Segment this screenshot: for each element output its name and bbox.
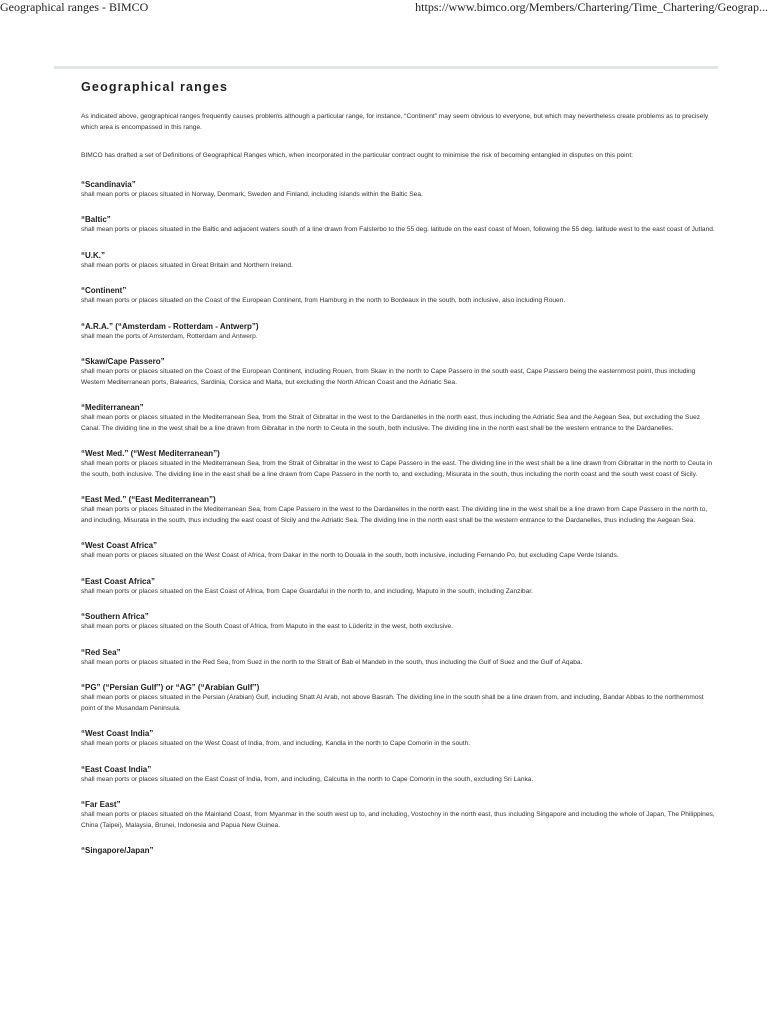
definition-body: shall mean ports or places situated in Norway, Denmark, Sweden and Finland, including islands within the Baltic Sea. [81,190,423,198]
definition-persian-gulf [81,683,717,714]
definition-skaw-cape-passero [81,357,717,388]
definition-body: shall mean ports or places situated on the West Coast of India, from, and including, Kandla in the north to Cape Comorin in the south. [81,740,471,747]
definition-body: shall mean ports or places situated in the Mediterranean Sea, from the Strait of Gibraltar in the west to Cape Passero in the east. The dividing line in the west shall be a line drawn from Gibraltar in the north to Ceuta in the south, both inclusive. The dividing line in the east shall be a line drawn from Cape Passero in the north to, and excluding, Misurata in the south, thus including the north coast and the south west coast of Sicily. [81,460,713,478]
definition-scandinavia [81,180,717,201]
definition-title: “Baltic” [81,215,111,224]
definition-body: shall mean ports or places Situated in the Mediterranean Sea, from Cape Passero in the west to the Dardanelles in the north east. The dividing line in the west shall be a line drawn from Cape Passero in the north to, and including, Misurata in the south, thus including the east coast of Sicily and the Adriatic Sea. The dividing line in the north east shall be the western entrance to the Dardanelles, thus including the Aegean Sea. [81,506,708,524]
definition-body: shall mean ports or places situated in the Baltic and adjacent waters south of a line drawn from Falsterbo to the 55 deg. latitude on the east coast of Moen, following the 55 deg. latitude west to the east coast of Jutland. [81,226,715,233]
definition-east-coast-india [81,765,717,786]
page-title: Geographical ranges [81,80,229,94]
definition-body: shall mean ports or places situated in the Red Sea, from Suez in the north to the Strait of Bab el Mandeb in the south, thus including the Gulf of Suez and the Gulf of Aqaba. [81,658,583,666]
definition-body: shall mean ports or places situated on the West Coast of Africa, from Dakar in the north to Douala in the south, both inclusive, including Fernando Po, but excluding Cape Verde Islands. [81,552,619,559]
definition-title: “Scandinavia” [81,179,136,189]
definition-west-coast-africa [81,541,717,562]
header-divider [54,66,718,69]
definition-title: “West Coast Africa” [81,541,158,550]
definition-body: shall mean ports or places situated in Great Britain and Northern Ireland. [81,261,293,269]
definition-far-east [81,800,717,831]
definition-uk [81,251,717,272]
definition-body: shall mean ports or places situated on the Coast of the European Continent, from Hamburg in the north to Bordeaux in the south, both inclusive, also including Rouen. [81,297,566,304]
definition-southern-africa [81,612,717,633]
definition-title: “Continent” [81,286,127,295]
definition-title: “Red Sea” [81,647,121,657]
article [81,80,717,871]
definition-body: shall mean ports or places situated in the Persian (Arabian) Gulf, including Shatt Al Arab, not above Basrah. The dividing line in the south shall be a line drawn from, and including, Bandar Abbas to the northernmost point of the Musandam Peninsula. [81,694,704,712]
definition-title: “Far East” [81,800,121,809]
definition-title: “A.R.A.” (“Amsterdam - Rotterdam - Antwerp”) [81,321,259,331]
definition-title: “PG” (“Persian Gulf”) or “AG” (“Arabian Gulf”) [81,683,260,692]
definition-title: “Southern Africa” [81,612,149,621]
definition-baltic [81,215,717,236]
definition-body: shall mean ports or places situated on the Mainland Coast, from Myanmar in the south west up to, and including, Vostochny in the north east, thus including Singapore and including the whole of Japan, The Philippines, China (Taipei), Malaysia, Brunei, Indonesia and Papua New Guinea. [81,811,715,829]
intro-paragraph: As indicated above, geographical ranges frequently causes problems although a particular range, for instance, “Continent” may seem obvious to everyone, but which may nevertheless create problems as to precisely which area is encompassed in this range. [81,113,709,131]
print-header-title: Geographical ranges - BIMCO [0,0,149,14]
definition-east-coast-africa [81,577,717,598]
print-header-url[interactable]: https://www.bimco.org/Members/Chartering/Time_Chartering/Geograp... [415,0,768,14]
definition-title: “West Coast India” [81,729,154,738]
definition-red-sea [81,648,717,669]
definition-body: shall mean ports or places situated on the South Coast of Africa, from Maputo in the east to Lüderitz in the west, both exclusive. [81,623,454,630]
definition-title: “Singapore/Japan” [81,846,154,855]
definition-ara [81,322,717,343]
definition-mediterranean [81,403,717,434]
definition-west-med [81,449,717,480]
definition-body: shall mean the ports of Amsterdam, Rotterdam and Antwerp. [81,332,258,340]
definition-title: “Mediterranean” [81,403,144,412]
definition-continent [81,286,717,307]
definition-body: shall mean ports or places situated on the East Coast of India, from, and including, Calcutta in the north to Cape Comorin in the south, excluding Sri Lanka. [81,775,534,783]
definition-title: “East Coast Africa” [81,576,155,586]
definition-west-coast-india [81,729,717,750]
definition-singapore-japan [81,846,717,856]
definition-title: “West Med.” (“West Mediterranean”) [81,449,220,458]
definition-title: “U.K.” [81,250,105,260]
definition-title: “East Coast India” [81,764,152,774]
definition-body: shall mean ports or places situated on the Coast of the European Continent, including Rouen, from Skaw in the north to Cape Passero in the south east, Cape Passero being the easternmost point, thus including Western Mediterranean ports, Balearics, Sardinia, Corsica and Malta, but excluding the North African Coast and the Adriatic Sea. [81,368,696,386]
definition-title: “East Med.” (“East Mediterranean”) [81,495,216,504]
definition-east-med [81,495,717,526]
definition-title: “Skaw/Cape Passero” [81,357,165,366]
print-header [0,0,768,16]
intro-paragraph: BIMCO has drafted a set of Definitions of Geographical Ranges which, when incorporated in the particular contract ought to minimise the risk of becoming entangled in disputes on this point: [81,152,633,159]
definition-body: shall mean ports or places situated on the East Coast of Africa, from Cape Guardafui in the north to, and including, Maputo in the south, including Zanzibar. [81,587,533,595]
definition-body: shall mean ports or places situated in the Mediterranean Sea, from the Strait of Gibraltar in the west to the Dardanelles in the north east, thus including the Adriatic Sea and the Aegean Sea, but excluding the Suez Canal. The dividing line in the west shall be a line drawn from Gibraltar in the north to Ceuta in the south, both inclusive. The dividing line in the north east shall be the western entrance to the Dardanelles. [81,414,701,432]
